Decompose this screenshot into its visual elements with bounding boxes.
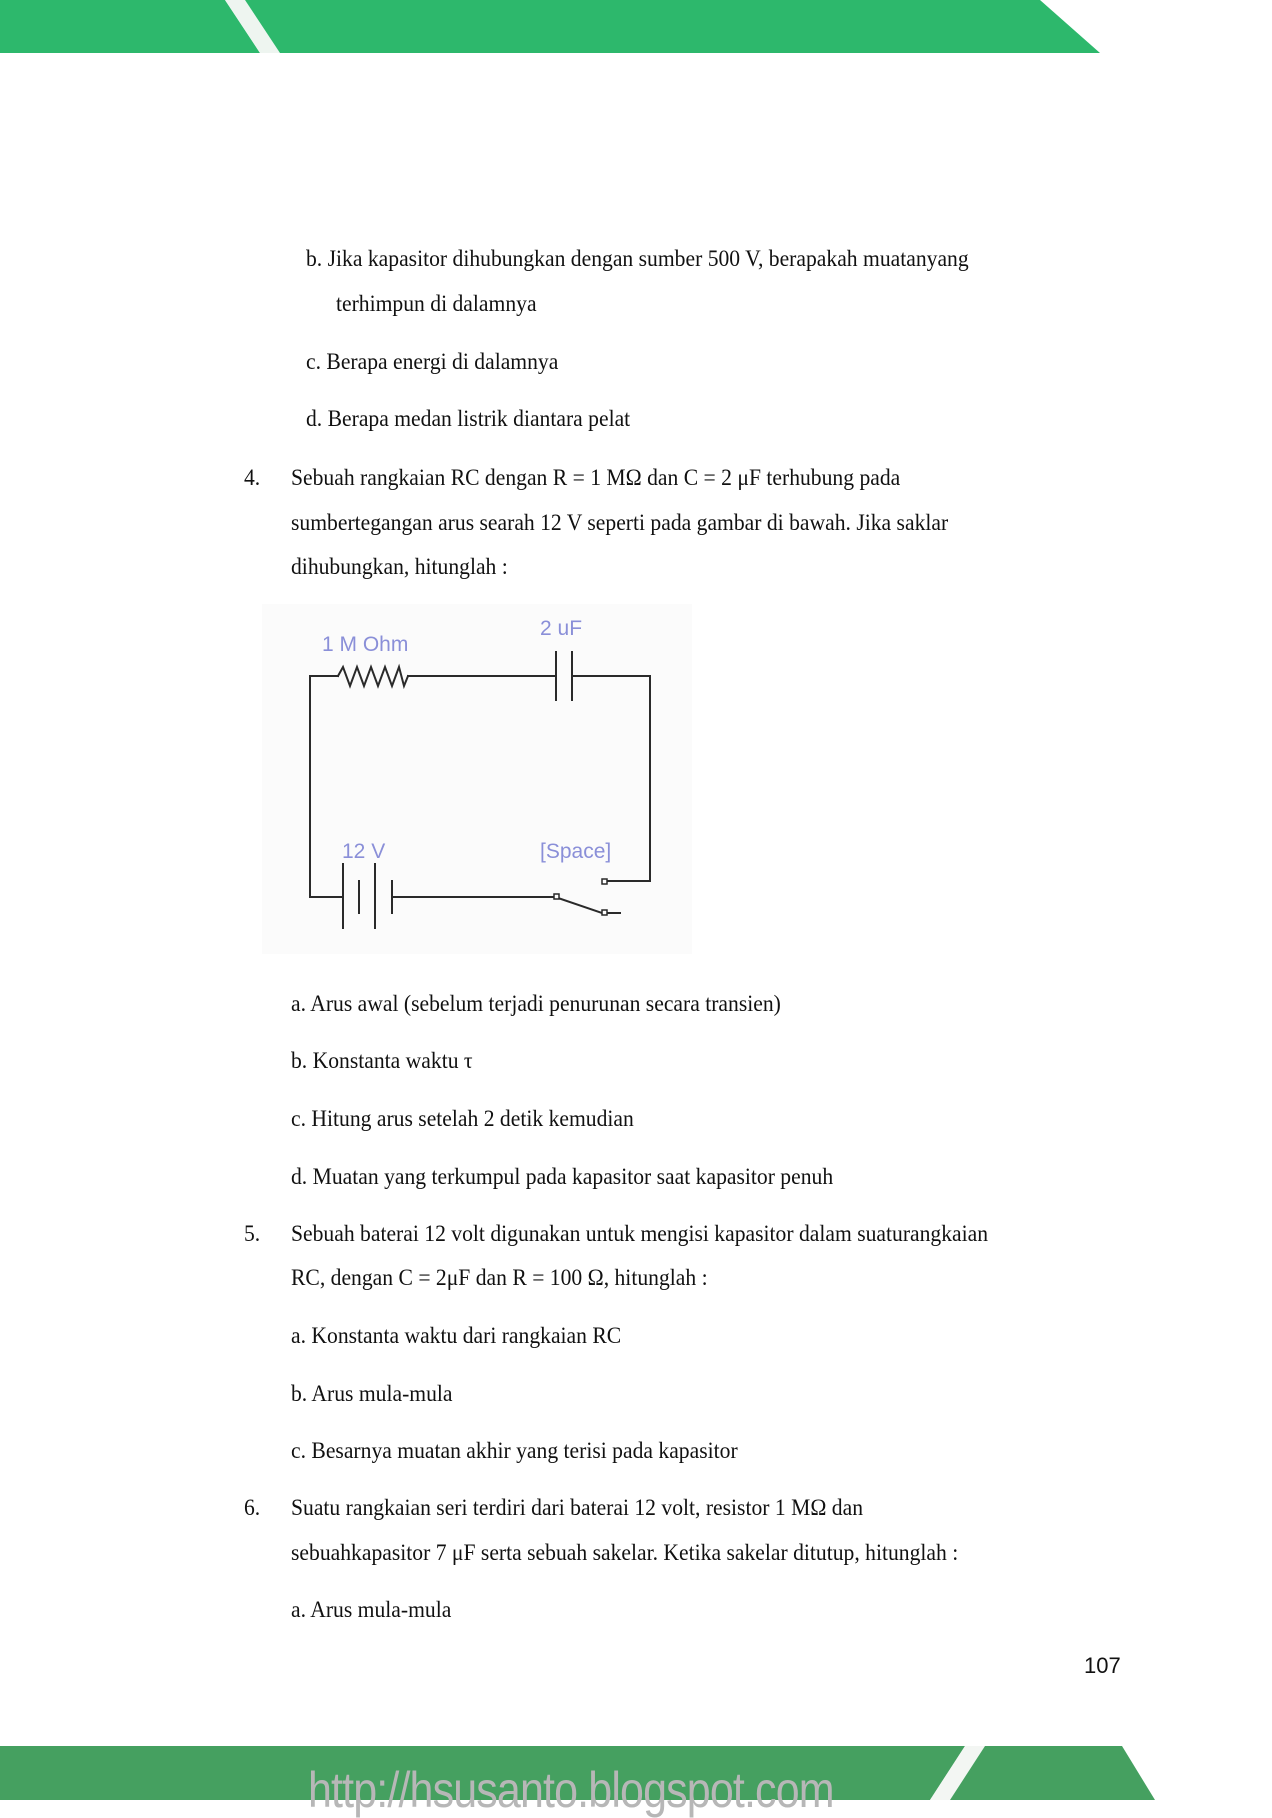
switch-contact-pivot [554,894,559,899]
q3-item-d: d. Berapa medan listrik diantara pelat [306,406,631,432]
q4-line-2: sumbertegangan arus searah 12 V seperti pada gambar di bawah. Jika saklar [291,510,949,536]
switch-contact-end [602,910,607,915]
page-number: 107 [1084,1653,1121,1678]
q5-item-a: a. Konstanta waktu dari rangkaian RC [291,1323,622,1349]
q6-item-a: a. Arus mula-mula [291,1597,452,1623]
q4-item-c: c. Hitung arus setelah 2 detik kemudian [291,1106,634,1132]
q5-item-c: c. Besarnya muatan akhir yang terisi pada kapasitor [291,1438,738,1464]
q4-number: 4. [244,465,261,491]
q3-item-b: b. Jika kapasitor dihubungkan dengan sumber 500 V, berapakah muatanyang [306,246,969,272]
q5-item-b: b. Arus mula-mula [291,1381,453,1407]
circuit-background [262,604,692,954]
q3-item-c: c. Berapa energi di dalamnya [306,349,559,375]
q5-line-2: RC, dengan C = 2μF dan R = 100 Ω, hitunglah : [291,1265,708,1291]
q5-line-1: Sebuah baterai 12 volt digunakan untuk mengisi kapasitor dalam suaturangkaian [291,1221,989,1247]
header-band-left-segment [0,0,260,53]
q6-line-1: Suatu rangkaian seri terdiri dari baterai 12 volt, resistor 1 MΩ dan [291,1495,864,1521]
q4-line-3: dihubungkan, hitunglah : [291,554,508,580]
q6-number: 6. [244,1495,261,1521]
footer-band-right-segment [950,1746,1155,1800]
watermark-url: http://hsusanto.blogspot.com [308,1762,834,1818]
q3-item-b-continuation: terhimpun di dalamnya [336,291,537,317]
q6-line-2: sebuahkapasitor 7 μF serta sebuah sakelar. Ketika sakelar ditutup, hitunglah : [291,1540,959,1566]
q4-item-b: b. Konstanta waktu τ [291,1048,473,1074]
q5-number: 5. [244,1221,261,1247]
resistor-label: 1 M Ohm [322,633,409,656]
rc-circuit-diagram [262,604,692,954]
header-band [0,0,1272,56]
switch-label: [Space] [540,840,612,863]
q4-item-a: a. Arus awal (sebelum terjadi penurunan secara transien) [291,991,781,1017]
header-band-main-segment [245,0,1100,53]
capacitor-label: 2 uF [540,617,583,640]
q4-line-1: Sebuah rangkaian RC dengan R = 1 MΩ dan C = 2 μF terhubung pada [291,465,901,491]
battery-label: 12 V [342,840,386,863]
q4-item-d: d. Muatan yang terkumpul pada kapasitor saat kapasitor penuh [291,1164,834,1190]
switch-contact-open [602,879,607,884]
